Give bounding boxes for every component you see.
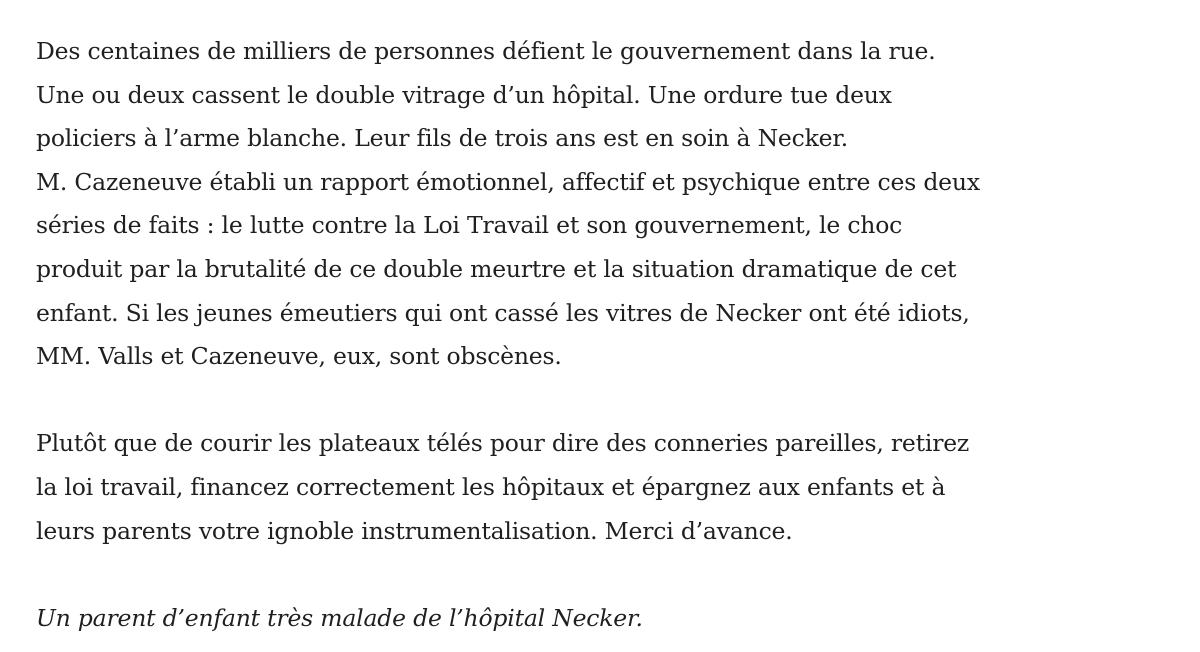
paragraph-gap (36, 553, 1176, 597)
text-line: produit par la brutalité de ce double meurtre et la situation dramatique de cet (36, 254, 957, 283)
text-line: enfant. Si les jeunes émeutiers qui ont cassé les vitres de Necker ont été idiots, (36, 298, 970, 327)
paragraph-2 (36, 422, 1176, 553)
signature-line: Un parent d’enfant très malade de l’hôpital Necker. (36, 603, 643, 632)
text-line: la loi travail, financez correctement les hôpitaux et épargnez aux enfants et à (36, 472, 946, 501)
text-line: M. Cazeneuve établi un rapport émotionnel, affectif et psychique entre ces deux (36, 167, 980, 196)
text-line: policiers à l’arme blanche. Leur fils de trois ans est en soin à Necker. (36, 124, 849, 153)
text-line: leurs parents votre ignoble instrumentalisation. Merci d’avance. (36, 516, 793, 545)
paragraph-1 (36, 30, 1176, 379)
text-line: Plutôt que de courir les plateaux télés pour dire des conneries pareilles, retirez (36, 429, 970, 458)
text-line: MM. Valls et Cazeneuve, eux, sont obscènes. (36, 342, 562, 371)
text-line: séries de faits : le lutte contre la Loi Travail et son gouvernement, le choc (36, 211, 903, 240)
paragraph-gap (36, 379, 1176, 423)
text-line: Des centaines de milliers de personnes défient le gouvernement dans la rue. (36, 37, 936, 65)
signature (36, 597, 1176, 641)
text-line: Une ou deux cassent le double vitrage d’un hôpital. Une ordure tue deux (36, 80, 892, 109)
article-body (36, 30, 1176, 640)
